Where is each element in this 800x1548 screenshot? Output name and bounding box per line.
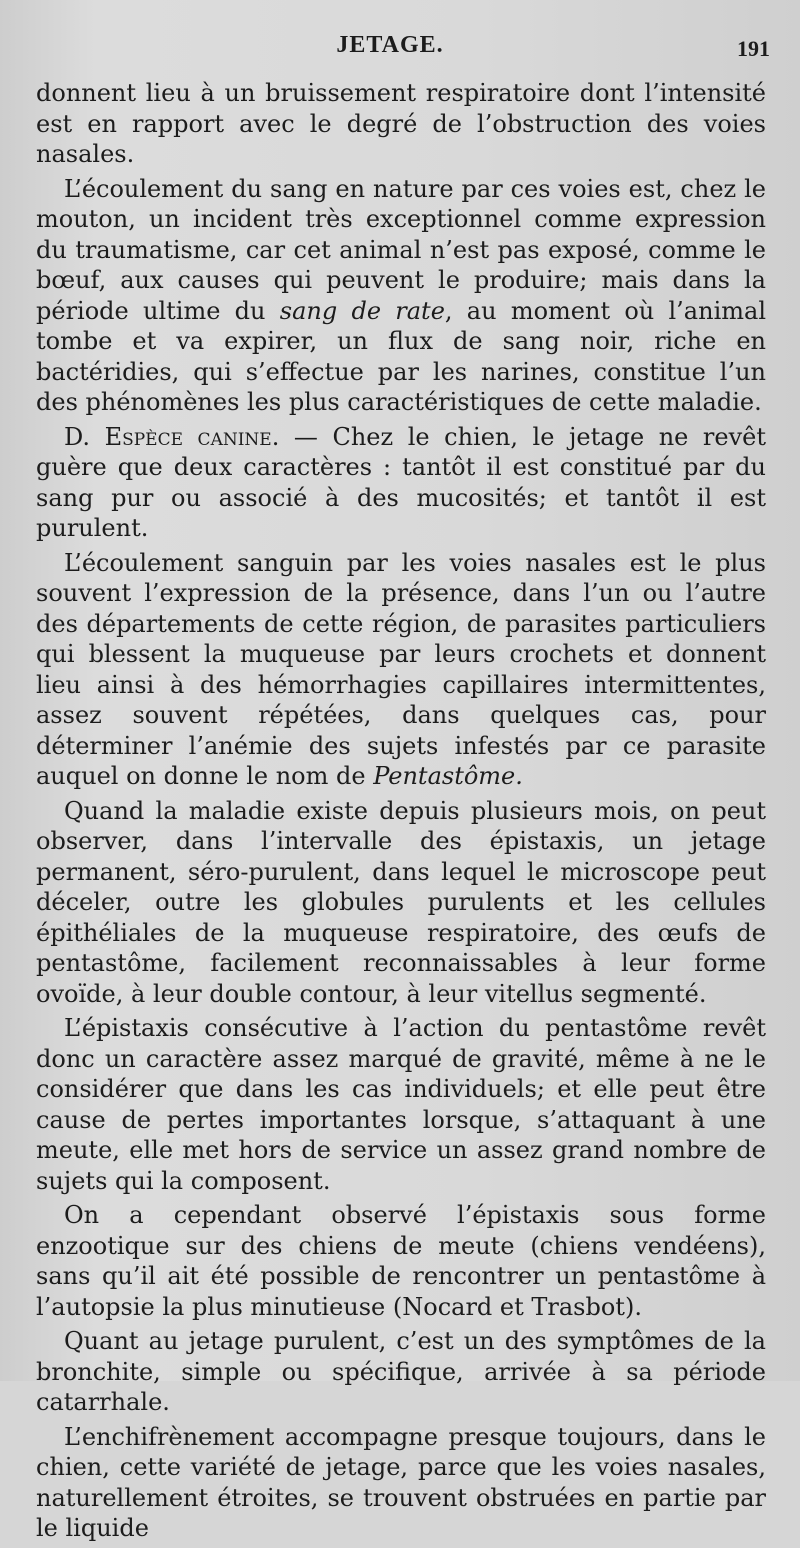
page-number: 191 (737, 36, 770, 61)
paragraph-espece-canine (36, 422, 766, 544)
paragraph-text: L’écoulement sanguin par les voies nasales est le plus souvent l’expression de la présence, dans l’un ou l’autre des départements de cette région, de parasites particuliers qui blessent la muqueuse par leurs crochets et donnent lieu ainsi à des hémorrhagies capillaires intermittentes, assez souvent répétées, dans quelques cas, pour déterminer l’anémie des sujets infestés par ce parasite auquel on donne le nom de (36, 548, 766, 790)
paragraph-text: — Chez le chien, le jetage ne revêt guère que deux caractères : tantôt il est constitué par du sang pur ou associé à des mucosités; et tantôt il est purulent. (36, 422, 766, 542)
paragraph-continuation (36, 78, 766, 170)
paragraph-maladie (36, 796, 766, 1010)
body-text (36, 78, 766, 1548)
paragraph-text: Quant au jetage purulent, c’est un des symptômes de la bronchite, simple ou spécifique, arrivée à sa période catarrhale. (36, 1327, 766, 1416)
paragraph-ecoulement-sanguin (36, 548, 766, 792)
paragraph-text: L’écoulement du sang en nature par ces voies est, chez le mouton, un incident très exceptionnel comme expression du traumatisme, car cet animal n’est pas exposé, comme le bœuf, aux causes qui peuvent le produire; mais dans la période ultime du (36, 174, 766, 325)
section-label: D. Espèce canine. (64, 422, 280, 451)
paragraph-enzootique (36, 1200, 766, 1322)
running-head (0, 28, 800, 68)
italic-term: Pentastôme. (373, 762, 523, 790)
paragraph-text: donnent lieu à un bruissement respiratoire dont l’intensité est en rapport avec le degré de l’obstruction des voies nasales. (36, 79, 766, 168)
paragraph-text: , au moment où l’animal tombe et va expirer, un flux de sang noir, riche en bactéridies, qui s’effectue par les narines, constitue l’un des phénomènes les plus caractéristiques de cette maladie. (36, 296, 766, 416)
paragraph-enchifrenement (36, 1422, 766, 1544)
paragraph-jetage-purulent (36, 1326, 766, 1418)
paragraph-text: Quand la maladie existe depuis plusieurs mois, on peut observer, dans l’intervalle des épistaxis, un jetage permanent, séro-purulent, dans lequel le microscope peut déceler, outre les globules purulents et les cellules épithéliales de la muqueuse respiratoire, des œufs de pentastôme, facilement reconnaissables à leur forme ovoïde, à leur double contour, à leur vitellus segmenté. (36, 796, 766, 1008)
paragraph-epistaxis (36, 1013, 766, 1196)
running-title: JETAGE. (336, 32, 444, 58)
italic-term: sang de rate (279, 296, 445, 325)
paragraph-text: On a cependant observé l’épistaxis sous forme enzootique sur des chiens de meute (chiens vendéens), sans qu’il ait été possible de rencontrer un pentastôme à l’autopsie la plus minutieuse (Nocard et Trasbot). (36, 1201, 766, 1321)
paragraph-text: L’enchifrènement accompagne presque toujours, dans le chien, cette variété de jetage, parce que les voies nasales, naturellement étroites, se trouvent obstruées en partie par le liquide (36, 1422, 766, 1542)
paragraph-mouton (36, 174, 766, 418)
paragraph-text: L’épistaxis consécutive à l’action du pentastôme revêt donc un caractère assez marqué de gravité, même à ne le considérer que dans les cas individuels; et elle peut être cause de pertes importantes lorsque, s’attaquant à une meute, elle met hors de service un assez grand nombre de sujets qui la composent. (36, 1014, 766, 1195)
